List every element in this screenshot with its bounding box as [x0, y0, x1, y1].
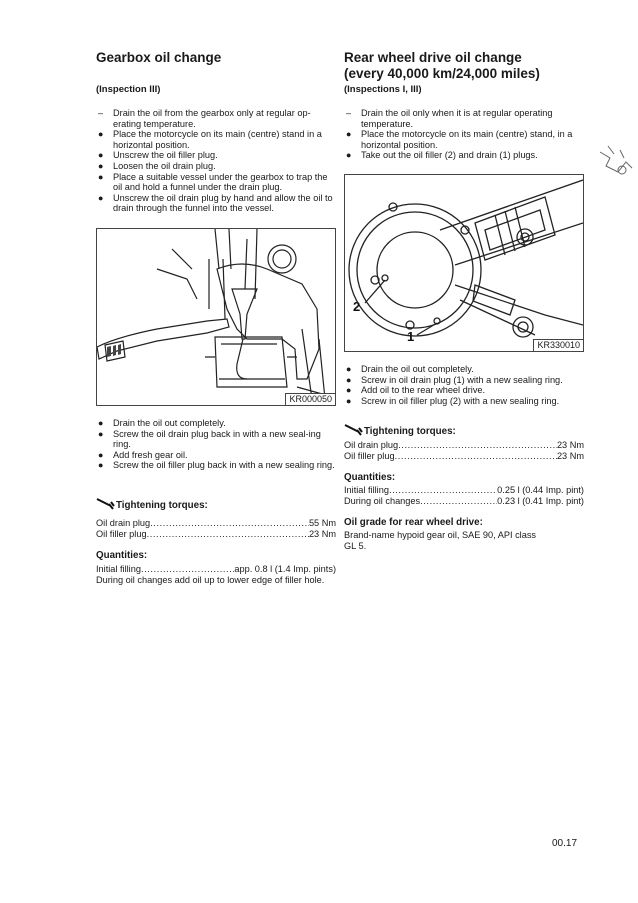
page-number: 00.17: [552, 838, 578, 849]
torque-heading: Tightening torques:: [96, 496, 208, 512]
table-row: During oil changes ..... 0.23 l (0.41 Imp. pint): [344, 496, 584, 507]
gearbox-steps-2: [96, 418, 336, 471]
list-item: ● Add fresh gear oil.: [98, 449, 188, 460]
list-item: ● Place a suitable vessel under the gearbox to trap the oil and hold a funnel under the drain plug.: [98, 171, 328, 193]
figure-code: KR330010: [533, 339, 583, 351]
torque-table: [344, 440, 584, 462]
table-row: Oil drain plug ..... 23 Nm: [344, 440, 584, 451]
figure-code: KR000050: [285, 393, 335, 405]
rear-drive-illustration: [345, 175, 583, 351]
torque-table: [96, 518, 336, 540]
table-row: Initial filling ..... 0.25 l (0.44 Imp. pint): [344, 485, 584, 496]
list-item: ● Add oil to the rear wheel drive.: [346, 385, 486, 396]
list-item: ● Place the motorcycle on its main (centre) stand in a horizontal position.: [98, 129, 322, 150]
oil-grade-heading: Oil grade for rear wheel drive:: [344, 517, 483, 528]
quantities-table: [96, 564, 336, 575]
callout-1: 1: [407, 329, 415, 344]
rear-drive-subtitle: (Inspections I, III): [344, 84, 422, 95]
table-row: Oil filler plug ..... 23 Nm: [96, 529, 336, 540]
table-row: Initial filling ..... app. 0.8 l (1.4 Imp. pints): [96, 564, 336, 575]
list-item: ● Screw in oil drain plug (1) with a new sealing ring.: [346, 374, 563, 385]
rear-drive-figure: [344, 174, 584, 352]
list-item: ● Take out the oil filler (2) and drain (1) plugs.: [346, 150, 538, 161]
list-item: ● Unscrew the oil filler plug.: [98, 150, 218, 161]
torque-wrench-icon: [96, 496, 116, 512]
table-row: Oil drain plug ..... 55 Nm: [96, 518, 336, 529]
margin-sketch-icon: [596, 142, 636, 182]
gearbox-subtitle: (Inspection III): [96, 84, 161, 95]
list-item: ● Screw the oil filler plug back in with a new sealing ring.: [98, 460, 335, 471]
list-item: ● Unscrew the oil drain plug by hand and allow the oil to drain through the funnel into the vessel.: [98, 192, 333, 214]
rear-drive-title: Rear wheel drive oil change (every 40,000 km/24,000 miles): [344, 50, 540, 81]
oil-level-note: During oil changes add oil up to lower edge of filler hole.: [96, 575, 325, 585]
quantities-table: [344, 485, 584, 507]
list-item: ● Loosen the oil drain plug.: [98, 160, 216, 171]
oil-grade-text: Brand-name hypoid gear oil, SAE 90, API class GL 5.: [344, 530, 537, 551]
quantities-heading: Quantities:: [96, 550, 148, 561]
table-row: Oil filler plug ..... 23 Nm: [344, 451, 584, 462]
torque-wrench-icon: [344, 422, 364, 438]
list-item: ● Screw the oil drain plug back in with a new seal-ing ring.: [98, 428, 321, 450]
gearbox-title: Gearbox oil change: [96, 50, 222, 65]
list-item: ● Screw in oil filler plug (2) with a new sealing ring.: [346, 395, 560, 406]
list-item: ● Drain the oil out completely.: [346, 364, 474, 374]
list-item: ● Place the motorcycle on its main (centre) stand, in a horizontal position.: [346, 129, 573, 150]
rear-drive-steps-2: [344, 364, 584, 406]
gearbox-steps: [96, 108, 336, 214]
callout-2: 2: [353, 299, 361, 314]
list-item: – Drain the oil only when it is at regular operating temperature.: [346, 108, 553, 129]
quantities-heading: Quantities:: [344, 472, 396, 483]
torque-heading: Tightening torques:: [344, 422, 456, 438]
list-item: ● Drain the oil out completely.: [98, 418, 226, 428]
rear-drive-steps: [344, 108, 584, 161]
gearbox-oil-figure: [96, 228, 336, 406]
list-item: – Drain the oil from the gearbox only at regular op-erating temperature.: [98, 108, 311, 129]
gearbox-drain-illustration: [97, 229, 335, 405]
